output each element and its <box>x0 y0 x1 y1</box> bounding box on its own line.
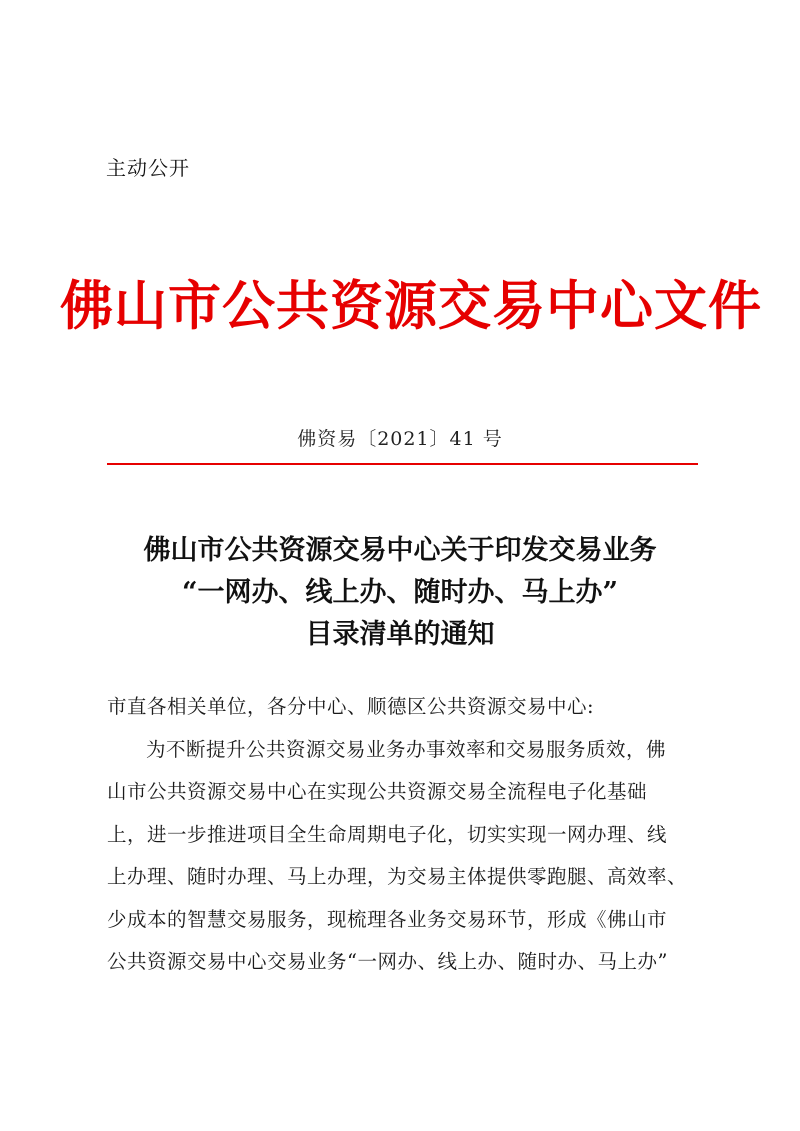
salutation: 市直各相关单位，各分中心、顺德区公共资源交易中心: <box>107 695 595 718</box>
document-masthead: 佛山市公共资源交易中心文件 <box>60 275 762 337</box>
paragraph-line: 上，进一步推进项目全生命周期电子化，切实实现一网办理、线 <box>107 822 668 846</box>
paragraph-line: 公共资源交易中心交易业务“一网办、线上办、随时办、马上办” <box>107 950 668 973</box>
paragraph-line: 上办理、随时办理、马上办理，为交易主体提供零跑腿、高效率、 <box>107 865 688 888</box>
paragraph-line: 为不断提升公共资源交易业务办事效率和交易服务质效，佛 <box>146 737 667 761</box>
document-number: 佛资易〔2021〕41 号 <box>297 428 503 450</box>
disclosure-label: 主动公开 <box>106 156 190 180</box>
title-line: 佛山市公共资源交易中心关于印发交易业务 <box>143 535 657 566</box>
title-line: “一网办、线上办、随时办、马上办” <box>181 577 619 608</box>
document-body <box>107 686 703 984</box>
title-line: 目录清单的通知 <box>305 619 495 650</box>
paragraph-line: 山市公共资源交易中心在实现公共资源交易全流程电子化基础 <box>107 780 648 803</box>
document-title <box>0 530 800 656</box>
paragraph-line: 少成本的智慧交易服务，现梳理各业务交易环节，形成《佛山市 <box>107 907 668 931</box>
red-divider <box>107 463 698 465</box>
